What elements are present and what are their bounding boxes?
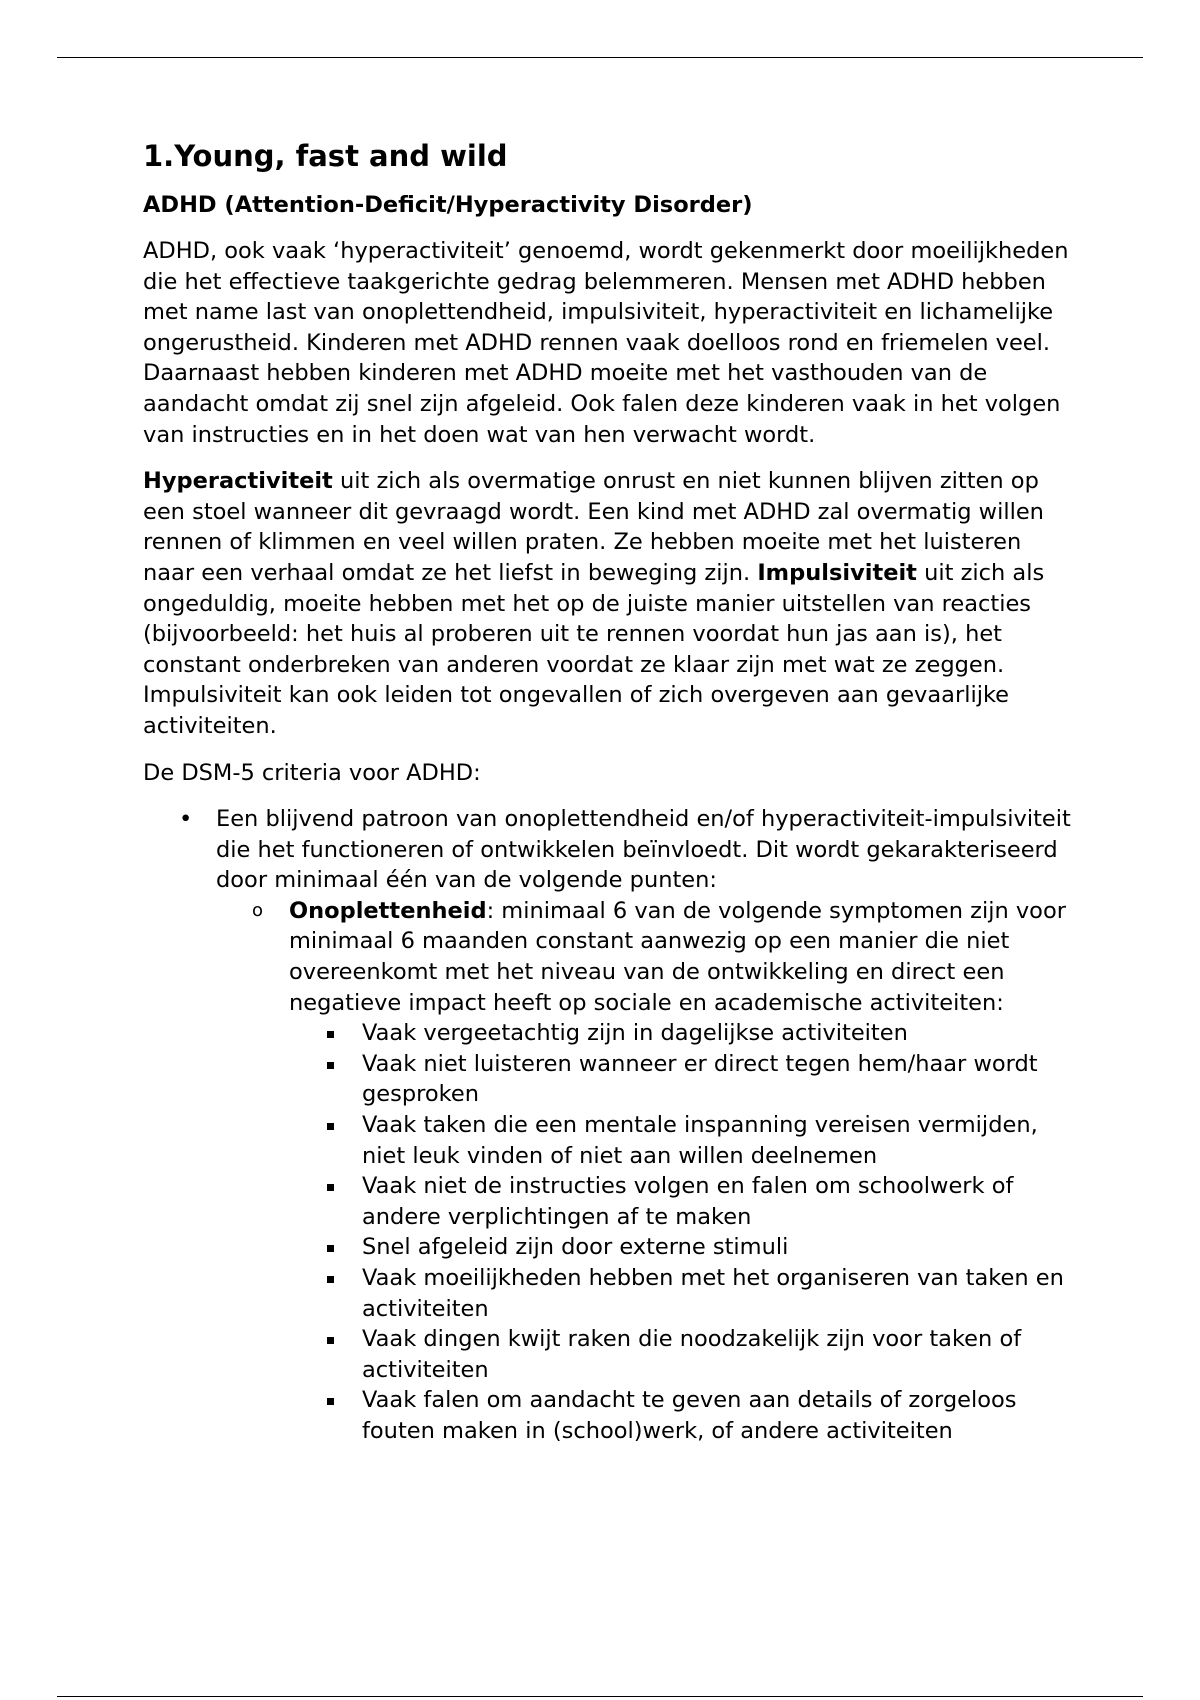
list-item [289,1049,1078,1110]
list-item [216,896,1078,1447]
symptom-text: Vaak niet luisteren wanneer er direct tegen hem/haar wordt gesproken [362,1050,1038,1108]
bullet-square-icon [327,1031,334,1038]
symptom-text: Vaak moeilijkheden hebben met het organiseren van taken en activiteiten [362,1265,1064,1322]
bullet-square-icon [327,1276,334,1283]
symptom-list [289,1018,1078,1446]
list-item [289,1110,1078,1171]
symptom-text: Vaak vergeetachtig zijn in dagelijkse activiteiten [362,1020,908,1047]
term-inattention: Onoplettenheid [289,897,487,924]
bullet-square-icon [327,1245,334,1252]
criteria-list [143,804,1078,1446]
header-rule [57,57,1143,58]
document-body [143,128,1078,1447]
bullet-disc-icon: • [179,806,193,833]
impulsivity-text: uit zich als ongeduldig, moeite hebben met het op de juiste manier uitstellen van reacties (bijvoorbeeld: het huis al proberen uit te rennen voordat hun jas aan is), het constant onderbreken van anderen voordat ze klaar zijn met wat ze zeggen. Impulsiviteit kan ook leiden tot ongevallen of zich overgeven aan gevaarlijke activiteiten. [143,559,1045,739]
list-item [289,1232,1078,1263]
inattention-text: : minimaal 6 van de volgende symptomen zijn voor minimaal 6 maanden constant aanwezig op een manier die niet overeenkomt met het niveau van de ontwikkeling en direct een negatieve impact heeft op sociale en academische activiteiten: [289,897,1066,1016]
symptom-text: Vaak niet de instructies volgen en falen om schoolwerk of andere verplichtingen af te maken [362,1173,1014,1230]
term-impulsivity: Impulsiviteit [757,559,917,586]
bullet-square-icon [327,1337,334,1344]
bullet-circle-icon: o [252,899,264,921]
symptom-text: Snel afgeleid zijn door externe stimuli [362,1234,789,1261]
section-heading: 1.Young, fast and wild [143,139,508,173]
list-item [289,1385,1078,1446]
symptom-text: Vaak dingen kwijt raken die noodzakelijk zijn voor taken of activiteiten [362,1326,1022,1383]
intro-paragraph: ADHD, ook vaak ‘hyperactiviteit’ genoemd, wordt gekenmerkt door moeilijkheden die het effectieve taakgerichte gedrag belemmeren. Mensen met ADHD hebben met name last van onoplettendheid, impulsiviteit, hyperactiviteit en lichamelijke ongerustheid. Kinderen met ADHD rennen vaak doelloos rond en friemelen veel. Daarnaast hebben kinderen met ADHD moeite met het vasthouden van de aandacht omdat zij snel zijn afgeleid. Ook falen deze kinderen vaak in het volgen van instructies en in het doen wat van hen verwacht wordt. [143,238,1069,448]
list-item [289,1263,1078,1324]
term-hyperactivity: Hyperactiviteit [143,468,333,495]
footer-rule [57,1696,1143,1697]
hyperactivity-paragraph [143,466,1078,741]
list-item [289,1018,1078,1049]
section-subheading: ADHD (Attention-Deficit/Hyperactivity Disorder) [143,192,753,218]
bullet-square-icon [327,1398,334,1405]
symptom-text: Vaak falen om aandacht te geven aan details of zorgeloos fouten maken in (school)werk, of andere activiteiten [362,1387,1017,1444]
hyperactivity-text: uit zich als overmatige onrust en niet kunnen blijven zitten op een stoel wanneer dit gevraagd wordt. Een kind met ADHD zal overmatig willen rennen of klimmen en veel willen praten. Ze hebben moeite met het luisteren naar een verhaal omdat ze het liefst in beweging zijn. [143,468,1044,586]
list-item [289,1324,1078,1385]
bullet-square-icon [327,1062,334,1069]
list-item [143,804,1078,1446]
sub-criteria-list [216,896,1078,1447]
bullet-square-icon [327,1184,334,1191]
symptom-text: Vaak taken die een mentale inspanning vereisen vermijden, niet leuk vinden of niet aan willen deelnemen [362,1112,1038,1169]
criteria-intro: De DSM-5 criteria voor ADHD: [143,759,481,786]
bullet-square-icon [327,1123,334,1130]
criteria-item-text: Een blijvend patroon van onoplettendheid en/of hyperactiviteit-impulsiviteit die het functioneren of ontwikkelen beïnvloedt. Dit wordt gekarakteriseerd door minimaal één van de volgende punten: [216,806,1071,894]
list-item [289,1171,1078,1232]
